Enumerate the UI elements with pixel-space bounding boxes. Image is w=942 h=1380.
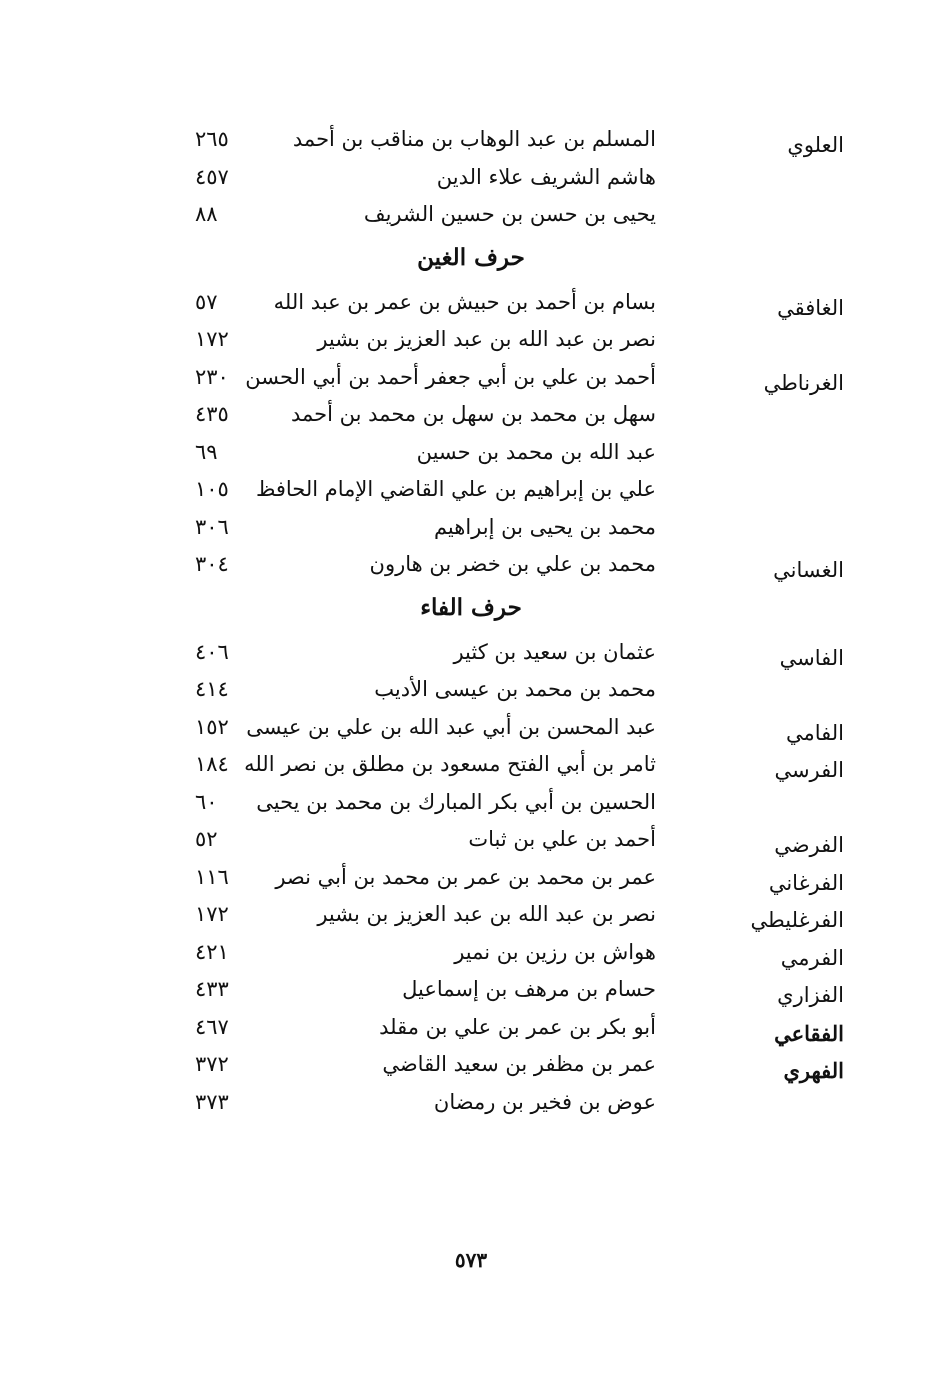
entry-page-number: ١٠٥ [195, 477, 229, 501]
entry-page-number: ٨٨ [195, 202, 218, 226]
entry-nisba: الفرمي [780, 945, 844, 970]
index-entry [0, 863, 942, 901]
index-entry [0, 750, 942, 788]
entry-name: محمد بن محمد بن عيسى الأديب [374, 677, 656, 701]
entry-page-number: ٦٩ [195, 439, 218, 464]
entry-page-number: ٤٥٧ [195, 164, 229, 189]
entry-nisba: الفقاعي [774, 1020, 844, 1046]
index-entry [0, 825, 942, 863]
index-entry [0, 550, 942, 588]
entry-name: المسلم بن عبد الوهاب بن مناقب بن أحمد [292, 127, 656, 151]
entry-name: يحيى بن حسن بن حسين الشريف [363, 202, 656, 226]
index-entry [0, 400, 942, 438]
index-entry [0, 713, 942, 751]
entry-page-number: ٥٢ [195, 827, 218, 851]
index-entry [0, 675, 942, 713]
index-entry [0, 438, 942, 476]
entry-name: سهل بن محمد بن سهل بن محمد بن أحمد [291, 402, 656, 426]
entry-page-number: ٤١٤ [195, 677, 229, 701]
index-entry [0, 1088, 942, 1126]
section-heading [0, 238, 942, 288]
entry-page-number: ١٥٢ [195, 714, 229, 739]
index-entry [0, 475, 942, 513]
entry-name: الحسين بن أبي بكر المبارك بن محمد بن يحيى [256, 789, 656, 814]
entry-nisba: الفامي [785, 720, 844, 745]
index-entry [0, 163, 942, 201]
index-entry [0, 325, 942, 363]
entry-name: أحمد بن علي بن ثبات [468, 827, 656, 851]
entry-page-number: ١١٦ [195, 864, 229, 889]
index-entry [0, 975, 942, 1013]
entry-nisba: الفزاري [777, 983, 844, 1007]
entry-name: علي بن إبراهيم بن علي القاضي الإمام الحافظ [255, 477, 656, 501]
section-heading [0, 588, 942, 638]
entry-name: عوض بن فخير بن رمضان [433, 1089, 656, 1114]
index-entry [0, 900, 942, 938]
index-entry [0, 1050, 942, 1088]
entry-name: حسام بن مرهف بن إسماعيل [402, 977, 656, 1001]
section-heading-text: حرف الغين [417, 243, 525, 271]
entry-name: عثمان بن سعيد بن كثير [453, 639, 656, 664]
entry-name: عبد الله بن محمد بن حسين [416, 439, 656, 464]
entry-nisba: الغافقي [777, 295, 844, 320]
entry-nisba: الفرغاني [768, 870, 844, 895]
entry-page-number: ٢٣٠ [195, 364, 229, 389]
entry-page-number: ٤٣٣ [195, 977, 229, 1001]
index-entry [0, 1013, 942, 1051]
entry-page-number: ٤٢١ [195, 939, 229, 964]
entry-page-number: ٤٠٦ [195, 639, 229, 664]
entry-name: هاشم الشريف علاء الدين [436, 164, 656, 189]
index-entry [0, 125, 942, 163]
entry-name: بسام بن أحمد بن حبيش بن عمر بن عبد الله [273, 289, 656, 314]
entry-page-number: ٤٦٧ [195, 1014, 229, 1039]
entry-name: هواش بن رزين بن نمير [454, 939, 656, 964]
index-entry [0, 513, 942, 551]
entry-page-number: ٤٣٥ [195, 402, 229, 426]
entry-nisba: الغرناطي [763, 370, 844, 395]
index-entry [0, 363, 942, 401]
entry-name: عمر بن محمد بن عمر بن محمد بن أبي نصر [275, 864, 656, 889]
page-number: ٥٧٣ [454, 1248, 488, 1272]
index-entry [0, 288, 942, 326]
entry-page-number: ١٧٢ [195, 327, 229, 351]
section-heading-text: حرف الفاء [420, 593, 522, 621]
entry-name: أبو بكر بن عمر بن علي بن مقلد [379, 1014, 656, 1039]
entry-page-number: ١٧٢ [195, 902, 229, 926]
entry-name: عبد المحسن بن أبي عبد الله بن علي بن عيسى [246, 714, 656, 739]
entry-nisba: الفرسي [774, 758, 844, 782]
entry-nisba: الفهري [783, 1058, 844, 1083]
index-entry [0, 200, 942, 238]
entry-page-number: ٣٧٢ [195, 1052, 229, 1076]
entry-name: نصر بن عبد الله بن عبد العزيز بن بشير [317, 902, 656, 926]
entry-page-number: ٢٦٥ [195, 127, 229, 151]
entry-page-number: ٦٠ [195, 789, 218, 814]
entry-page-number: ٣٧٣ [195, 1089, 229, 1114]
entry-page-number: ٣٠٦ [195, 514, 229, 539]
entry-nisba: الفاسي [779, 645, 844, 670]
entry-page-number: ١٨٤ [195, 752, 229, 776]
entry-name: أحمد بن علي بن أبي جعفر أحمد بن أبي الحسن [245, 364, 656, 389]
entry-nisba: الفرغليطي [750, 908, 844, 932]
index-content [0, 125, 942, 1125]
index-entry [0, 788, 942, 826]
entry-page-number: ٥٧ [195, 289, 218, 314]
entry-name: محمد بن علي بن خضر بن هارون [369, 552, 656, 576]
entry-nisba: الفرضي [774, 833, 844, 857]
entry-name: ثامر بن أبي الفتح مسعود بن مطلق بن نصر الله [244, 752, 656, 776]
entry-page-number: ٣٠٤ [195, 552, 229, 576]
entry-nisba: الغساني [773, 558, 844, 582]
entry-nisba: العلوي [787, 133, 844, 157]
entry-name: نصر بن عبد الله بن عبد العزيز بن بشير [317, 327, 656, 351]
entry-name: محمد بن يحيى بن إبراهيم [433, 514, 656, 539]
index-entry [0, 638, 942, 676]
index-entry [0, 938, 942, 976]
entry-name: عمر بن مظفر بن سعيد القاضي [382, 1052, 656, 1076]
